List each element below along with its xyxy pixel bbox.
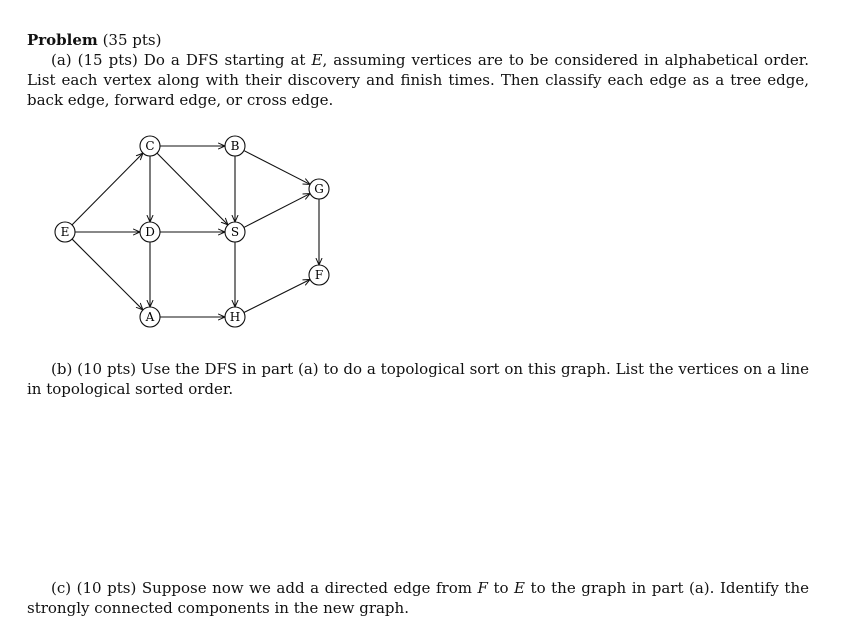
edge-b-to-g xyxy=(244,151,310,185)
part-c-mid: to xyxy=(487,579,515,597)
part-c-paragraph xyxy=(27,578,809,618)
edge-s-to-g xyxy=(244,194,310,228)
node-a xyxy=(140,307,160,327)
node-e xyxy=(55,222,75,242)
node-label: H xyxy=(229,310,241,324)
node-label: A xyxy=(145,310,155,324)
edge-e-to-c xyxy=(72,153,143,225)
node-g xyxy=(309,179,329,199)
node-c xyxy=(140,136,160,156)
node-label: B xyxy=(230,139,240,153)
node-s xyxy=(225,222,245,242)
part-c-from-vertex: F xyxy=(477,579,488,597)
edge-h-to-f xyxy=(244,279,310,312)
node-label: D xyxy=(145,225,155,239)
part-b-text: (b) (10 pts) Use the DFS in part (a) to do a topological sort on this graph. List the vertices on a line in topological sorted order. xyxy=(27,360,809,398)
node-label: C xyxy=(145,139,155,153)
node-label: G xyxy=(314,182,324,196)
directed-graph-figure xyxy=(40,128,360,338)
part-a-paragraph xyxy=(27,30,809,110)
part-a-rest: , assuming vertices are to be considered in alphabetical order. List each vertex along with their discovery and finish times. Then classify each edge as a tree edge, back edge, forward edge, or cross edge. xyxy=(27,51,809,109)
node-d xyxy=(140,222,160,242)
node-label: F xyxy=(314,268,324,282)
node-label: E xyxy=(60,225,70,239)
problem-points: (35 pts) xyxy=(102,31,162,49)
part-a-start-vertex: E xyxy=(311,51,323,69)
edge-e-to-a xyxy=(72,239,143,310)
edge-c-to-s xyxy=(157,153,228,225)
part-c-rest: to the graph in part (a). Identify the strongly connected components in the new graph. xyxy=(27,579,809,617)
node-h xyxy=(225,307,245,327)
node-f xyxy=(309,265,329,285)
problem-title: Problem xyxy=(27,31,98,49)
part-c-to-vertex: E xyxy=(514,579,525,597)
part-a-lead: (a) (15 pts) Do a DFS starting at xyxy=(51,51,312,69)
node-label: S xyxy=(230,225,240,239)
node-b xyxy=(225,136,245,156)
part-b-paragraph xyxy=(27,359,809,399)
part-c-lead: (c) (10 pts) Suppose now we add a directed edge from xyxy=(51,579,478,597)
